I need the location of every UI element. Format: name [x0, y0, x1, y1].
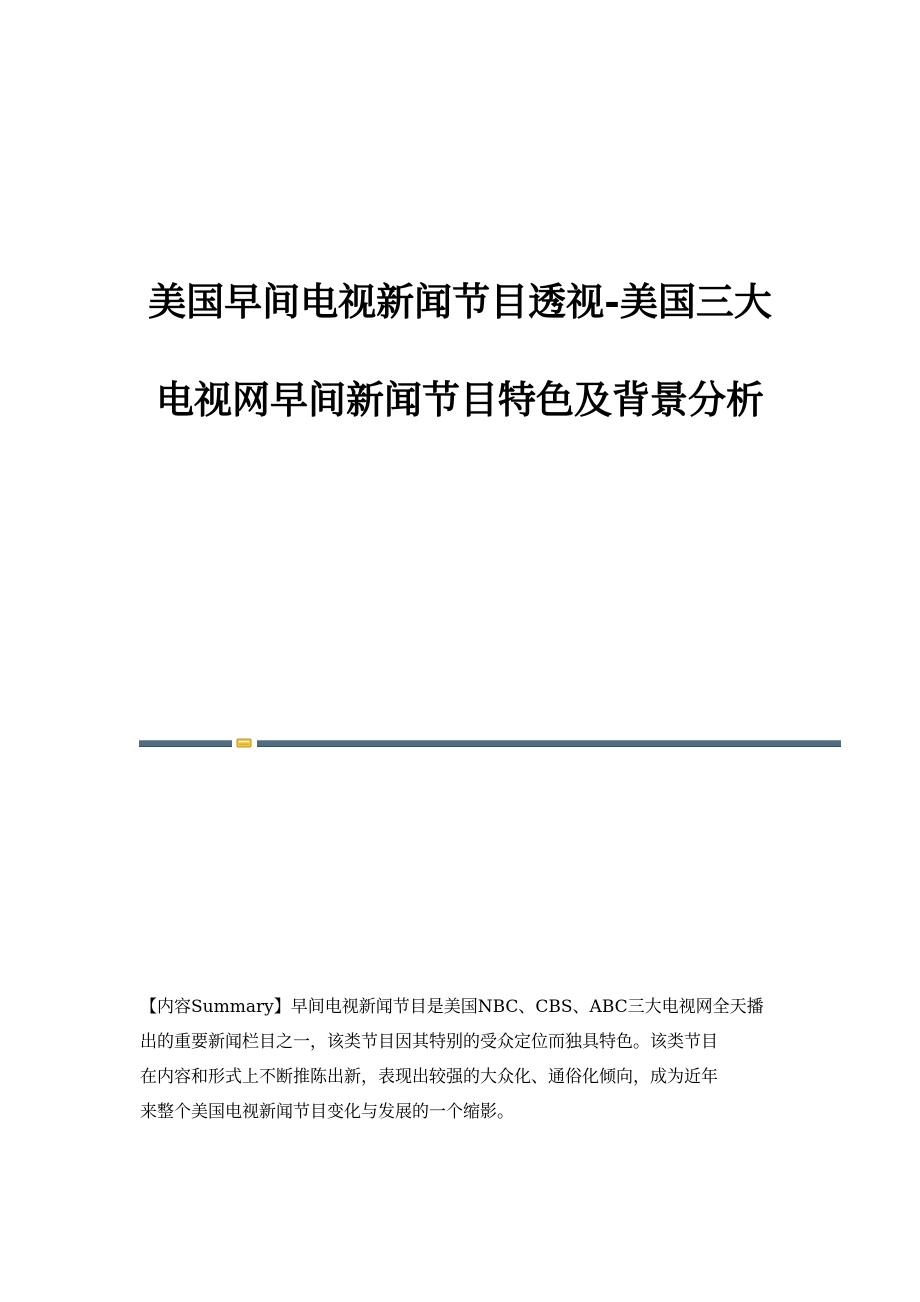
summary-paragraph — [140, 990, 780, 1130]
summary-line: 【内容Summary】早间电视新闻节目是美国NBC、CBS、ABC三大电视网全天播 — [140, 997, 764, 1017]
document-title-line-2: 电视网早间新闻节目特色及背景分析 — [155, 377, 764, 422]
divider-ornament-icon — [236, 737, 252, 749]
divider-bar-left — [139, 740, 232, 747]
divider-bar-right — [257, 740, 841, 747]
summary-line: 在内容和形式上不断推陈出新，表现出较强的大众化、通俗化倾向，成为近年 — [140, 1067, 718, 1087]
summary-line: 出的重要新闻栏目之一，该类节目因其特别的受众定位而独具特色。该类节目 — [140, 1032, 718, 1052]
section-divider — [139, 737, 841, 749]
document-title-line-1: 美国早间电视新闻节目透视-美国三大 — [148, 279, 772, 324]
summary-line: 来整个美国电视新闻节目变化与发展的一个缩影。 — [140, 1102, 514, 1122]
